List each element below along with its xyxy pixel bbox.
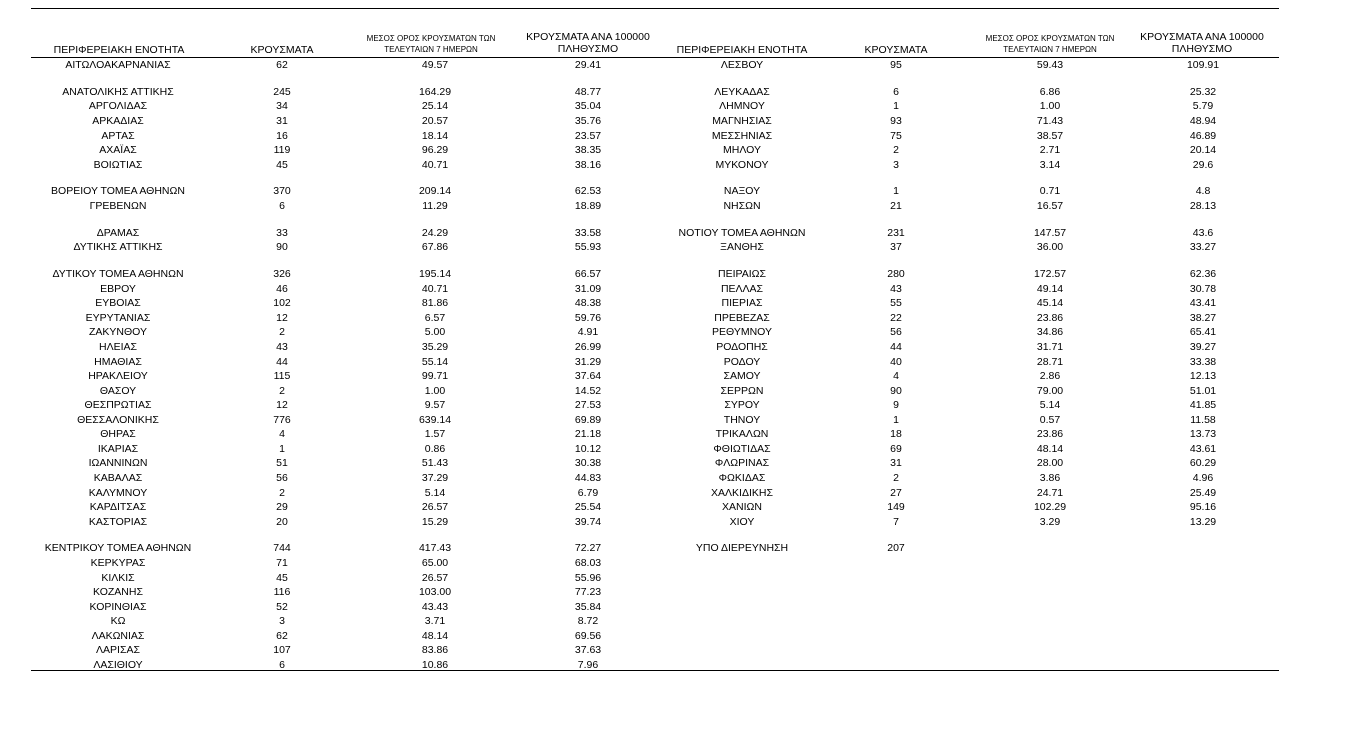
cell-per100k: 48.94 — [1189, 114, 1217, 127]
cell-avg7: 45.14 — [1036, 297, 1064, 310]
cell-cases: 43 — [276, 341, 288, 353]
cell-region: ΧΙΟΥ — [729, 515, 755, 528]
cell-per100k: 30.38 — [574, 457, 602, 470]
cell-avg7: 5.00 — [424, 326, 446, 339]
cell-region: ΕΥΒΟΙΑΣ — [95, 297, 141, 310]
cell-avg7: 5.14 — [1039, 399, 1061, 412]
cell-region: ΛΕΣΒΟΥ — [720, 59, 764, 71]
cell-avg7: 5.14 — [424, 486, 446, 499]
cell-per100k: 38.16 — [574, 158, 602, 171]
cell-per100k: 43.61 — [1189, 442, 1217, 455]
cell-cases: 326 — [273, 268, 291, 281]
cell-region: ΚΟΡΙΝΘΙΑΣ — [89, 600, 147, 613]
cell-avg7: 9.57 — [424, 399, 446, 412]
cell-avg7: 31.71 — [1036, 341, 1064, 353]
cell-cases: 31 — [276, 114, 288, 127]
cell-per100k: 48.38 — [574, 297, 602, 310]
cell-per100k: 28.13 — [1189, 200, 1217, 212]
cell-per100k: 33.27 — [1189, 241, 1217, 254]
cell-per100k: 30.78 — [1189, 282, 1217, 295]
cell-avg7: 18.14 — [421, 129, 449, 142]
cell-avg7: 164.29 — [418, 85, 452, 98]
cell-avg7: 24.29 — [421, 226, 449, 239]
cell-cases: 90 — [276, 241, 288, 254]
cell-region: ΒΟΡΕΙΟΥ ΤΟΜΕΑ ΑΘΗΝΩΝ — [51, 185, 185, 198]
header-region-right: ΠΕΡΙΦΕΡΕΙΑΚΗ ΕΝΟΤΗΤΑ — [676, 44, 808, 56]
cell-avg7: 1.00 — [424, 384, 446, 397]
cell-region: ΑΡΤΑΣ — [101, 129, 135, 142]
cell-cases: 44 — [890, 341, 902, 353]
cell-cases: 3 — [893, 158, 899, 171]
cell-region: ΜΗΛΟΥ — [723, 144, 761, 157]
cell-per100k — [1168, 541, 1238, 556]
cell-avg7: 2.71 — [1039, 144, 1061, 157]
cell-per100k: 43.6 — [1192, 226, 1214, 239]
cell-region: ΔΥΤΙΚΟΥ ΤΟΜΕΑ ΑΘΗΝΩΝ — [52, 268, 184, 281]
cell-per100k: 38.35 — [574, 144, 602, 157]
cell-avg7: 3.86 — [1039, 471, 1061, 484]
cell-region: ΦΘΙΩΤΙΔΑΣ — [713, 442, 771, 455]
cell-per100k: 35.76 — [574, 114, 602, 127]
cell-cases: 2 — [279, 486, 285, 499]
cell-region: ΛΑΡΙΣΑΣ — [96, 644, 140, 657]
header-per100k-right: ΚΡΟΥΣΜΑΤΑ ΑΝΑ 100000 ΠΛΗΘΥΣΜΟ — [1140, 31, 1264, 55]
cell-avg7: 28.71 — [1036, 355, 1064, 368]
cell-region: ΚΑΣΤΟΡΙΑΣ — [88, 515, 148, 528]
cell-cases: 69 — [890, 442, 902, 455]
cell-cases: 40 — [890, 355, 902, 368]
cell-per100k: 12.13 — [1189, 370, 1217, 383]
cell-cases: 20 — [276, 515, 288, 528]
cell-region: ΠΕΙΡΑΙΩΣ — [718, 268, 766, 281]
cell-cases: 6 — [893, 85, 899, 98]
cell-avg7: 0.86 — [424, 442, 446, 455]
cell-avg7: 16.57 — [1036, 200, 1064, 212]
cell-region: ΘΕΣΠΡΩΤΙΑΣ — [84, 399, 152, 412]
cell-avg7: 55.14 — [421, 355, 449, 368]
cell-per100k: 62.36 — [1189, 268, 1217, 281]
cell-per100k: 41.85 — [1189, 399, 1217, 412]
cell-cases: 1 — [893, 413, 899, 426]
cell-per100k: 5.79 — [1192, 100, 1214, 113]
cell-per100k: 46.89 — [1189, 129, 1217, 142]
cell-per100k: 109.91 — [1186, 59, 1220, 71]
cell-avg7: 102.29 — [1033, 501, 1067, 514]
cell-cases: 51 — [276, 457, 288, 470]
cell-region: ΕΥΡΥΤΑΝΙΑΣ — [85, 311, 151, 324]
cell-avg7: 83.86 — [421, 644, 449, 657]
cell-cases: 744 — [273, 542, 291, 555]
cell-avg7: 10.86 — [421, 658, 449, 671]
cell-region: ΤΗΝΟΥ — [723, 413, 761, 426]
cell-cases: 370 — [273, 185, 291, 198]
table-bottom-rule — [31, 670, 1279, 671]
cell-region: ΔΥΤΙΚΗΣ ΑΤΤΙΚΗΣ — [73, 241, 163, 254]
cell-cases: 231 — [887, 226, 905, 239]
cell-region: ΧΑΛΚΙΔΙΚΗΣ — [711, 486, 773, 499]
cell-region: ΚΑΒΑΛΑΣ — [93, 471, 143, 484]
cell-avg7: 34.86 — [1036, 326, 1064, 339]
cell-per100k: 60.29 — [1189, 457, 1217, 470]
cell-region: ΗΛΕΙΑΣ — [98, 341, 137, 353]
cell-cases: 115 — [273, 370, 291, 383]
cell-cases: 6 — [279, 200, 285, 212]
header-cases-right: ΚΡΟΥΣΜΑΤΑ — [864, 44, 928, 56]
cell-avg7: 26.57 — [421, 501, 449, 514]
cell-region: ΝΑΞΟΥ — [723, 185, 761, 198]
cell-avg7: 6.57 — [424, 311, 446, 324]
cell-region: ΗΜΑΘΙΑΣ — [94, 355, 142, 368]
cell-avg7: 67.86 — [421, 241, 449, 254]
cell-avg7: 48.14 — [421, 629, 449, 642]
cell-region: ΔΡΑΜΑΣ — [96, 226, 140, 239]
cell-per100k: 20.14 — [1189, 144, 1217, 157]
cell-per100k: 14.52 — [574, 384, 602, 397]
cell-region: ΓΡΕΒΕΝΩΝ — [89, 200, 147, 212]
cell-cases: 43 — [890, 282, 902, 295]
cell-avg7: 28.00 — [1036, 457, 1064, 470]
cell-region: ΘΕΣΣΑΛΟΝΙΚΗΣ — [77, 413, 159, 426]
cell-per100k: 37.64 — [574, 370, 602, 383]
cell-region: ΠΕΛΛΑΣ — [720, 282, 764, 295]
cell-avg7: 23.86 — [1036, 428, 1064, 441]
cell-cases: 6 — [279, 658, 285, 671]
cell-cases: 33 — [276, 226, 288, 239]
cell-per100k: 27.53 — [574, 399, 602, 412]
cell-per100k: 72.27 — [574, 542, 602, 555]
cell-avg7 — [1015, 541, 1085, 556]
cell-avg7: 59.43 — [1036, 59, 1064, 71]
cell-region: ΘΗΡΑΣ — [100, 428, 136, 441]
cell-per100k: 4.91 — [577, 326, 599, 339]
cell-avg7: 11.29 — [422, 200, 448, 212]
cell-avg7: 417.43 — [418, 542, 452, 555]
cell-per100k: 10.12 — [574, 442, 602, 455]
cell-region: ΧΑΝΙΩΝ — [722, 501, 762, 514]
cell-per100k: 33.38 — [1189, 355, 1217, 368]
cell-cases: 21 — [890, 200, 902, 212]
cell-region: ΣΑΜΟΥ — [723, 370, 761, 383]
cell-avg7: 103.00 — [418, 586, 452, 599]
cell-avg7: 99.71 — [421, 370, 449, 383]
cell-region: ΡΟΔΟΠΗΣ — [716, 341, 768, 353]
cell-cases: 280 — [887, 268, 905, 281]
table-top-rule — [31, 8, 1279, 9]
cell-region: ΝΟΤΙΟΥ ΤΟΜΕΑ ΑΘΗΝΩΝ — [678, 226, 806, 239]
header-per100k-left: ΚΡΟΥΣΜΑΤΑ ΑΝΑ 100000 ΠΛΗΘΥΣΜΟ — [526, 31, 650, 55]
cell-per100k: 33.58 — [574, 226, 602, 239]
cell-per100k: 31.09 — [574, 282, 602, 295]
cell-avg7: 25.14 — [421, 100, 449, 113]
cell-region: ΛΕΥΚΑΔΑΣ — [714, 85, 770, 98]
cell-avg7: 195.14 — [418, 268, 452, 281]
cell-region: ΛΗΜΝΟΥ — [719, 100, 765, 113]
cell-cases: 149 — [887, 501, 905, 514]
cell-cases: 56 — [890, 326, 902, 339]
cell-cases: 31 — [890, 457, 902, 470]
cell-avg7: 40.71 — [421, 282, 449, 295]
cell-per100k: 37.63 — [574, 644, 602, 657]
cell-avg7: 639.14 — [418, 413, 452, 426]
cell-cases: 95 — [890, 59, 902, 71]
cell-per100k: 62.53 — [574, 185, 602, 198]
cell-per100k: 77.23 — [574, 586, 602, 599]
cell-per100k: 69.89 — [574, 413, 602, 426]
cell-cases: 44 — [276, 355, 288, 368]
cell-avg7: 0.57 — [1039, 413, 1061, 426]
cell-cases: 12 — [276, 399, 288, 412]
cell-per100k: 51.01 — [1189, 384, 1217, 397]
cell-cases: 27 — [890, 486, 902, 499]
cell-avg7: 71.43 — [1036, 114, 1064, 127]
cell-cases: 1 — [893, 185, 899, 198]
cell-region: ΚΕΡΚΥΡΑΣ — [90, 557, 146, 569]
cell-per100k: 69.56 — [574, 629, 602, 642]
cell-cases: 93 — [890, 114, 902, 127]
cell-per100k: 11.58 — [1190, 413, 1216, 426]
cell-per100k: 95.16 — [1189, 501, 1217, 514]
cell-cases: 2 — [279, 384, 285, 397]
cell-region: ΙΚΑΡΙΑΣ — [97, 442, 139, 455]
cell-region: ΑΧΑΪΑΣ — [99, 144, 137, 157]
cell-region: ΤΡΙΚΑΛΩΝ — [715, 428, 769, 441]
cell-cases: 56 — [276, 471, 288, 484]
cell-avg7: 49.57 — [421, 59, 449, 71]
header-cases-left: ΚΡΟΥΣΜΑΤΑ — [250, 44, 314, 56]
cell-cases: 3 — [279, 615, 285, 628]
cell-region: ΠΙΕΡΙΑΣ — [721, 297, 763, 310]
header-avg7-left: ΜΕΣΟΣ ΟΡΟΣ ΚΡΟΥΣΜΑΤΩΝ ΤΩΝ ΤΕΛΕΥΤΑΙΩΝ 7 ΗΜΕΡΩΝ — [366, 34, 496, 54]
cell-per100k: 68.03 — [574, 557, 602, 569]
cell-cases: 52 — [276, 600, 288, 613]
cell-per100k: 59.76 — [574, 311, 602, 324]
cell-region: ΑΡΓΟΛΙΔΑΣ — [88, 100, 148, 113]
cell-avg7: 209.14 — [418, 185, 452, 198]
cell-per100k: 29.6 — [1192, 158, 1214, 171]
cell-cases: 245 — [273, 85, 291, 98]
cell-per100k: 4.96 — [1192, 471, 1214, 484]
cell-avg7: 20.57 — [421, 114, 449, 127]
cell-per100k: 35.84 — [574, 600, 602, 613]
cell-avg7: 40.71 — [421, 158, 449, 171]
cell-cases: 4 — [279, 428, 285, 441]
cell-avg7: 65.00 — [421, 557, 449, 569]
cell-cases: 75 — [890, 129, 902, 142]
cell-per100k: 66.57 — [574, 268, 602, 281]
cell-avg7: 38.57 — [1036, 129, 1064, 142]
cell-per100k: 6.79 — [577, 486, 599, 499]
cell-per100k: 23.57 — [574, 129, 602, 142]
cell-cases: 90 — [890, 384, 902, 397]
cell-region: ΜΑΓΝΗΣΙΑΣ — [712, 114, 772, 127]
cell-avg7: 49.14 — [1036, 282, 1064, 295]
cell-region: ΛΑΚΩΝΙΑΣ — [91, 629, 145, 642]
cell-region: ΑΡΚΑΔΙΑΣ — [92, 114, 144, 127]
cell-avg7: 2.86 — [1039, 370, 1061, 383]
cell-region: ΚΩ — [110, 615, 126, 628]
cell-cases: 62 — [276, 629, 288, 642]
cell-avg7: 37.29 — [421, 471, 449, 484]
cell-avg7: 79.00 — [1036, 384, 1064, 397]
cell-per100k: 35.04 — [574, 100, 602, 113]
cell-per100k: 44.83 — [574, 471, 602, 484]
cell-region: ΞΑΝΘΗΣ — [720, 241, 764, 254]
cell-per100k: 18.89 — [574, 200, 602, 212]
cell-region: ΚΙΛΚΙΣ — [101, 571, 135, 584]
cell-avg7: 96.29 — [421, 144, 449, 157]
cell-cases: 7 — [893, 515, 899, 528]
cell-per100k: 25.32 — [1189, 85, 1217, 98]
cell-cases: 46 — [276, 282, 288, 295]
cell-per100k: 55.93 — [574, 241, 602, 254]
cell-cases: 102 — [273, 297, 291, 310]
cell-per100k: 31.29 — [574, 355, 602, 368]
cell-cases: 119 — [273, 144, 291, 157]
cell-region: ΦΩΚΙΔΑΣ — [718, 471, 766, 484]
cell-region: ΘΑΣΟΥ — [99, 384, 137, 397]
cell-per100k: 21.18 — [574, 428, 602, 441]
cell-avg7: 15.29 — [421, 515, 449, 528]
cell-region: ΥΠΟ ΔΙΕΡΕΥΝΗΣΗ — [695, 542, 789, 555]
cell-avg7: 23.86 — [1036, 311, 1064, 324]
cell-avg7: 51.43 — [421, 457, 449, 470]
cell-per100k: 65.41 — [1189, 326, 1217, 339]
cell-avg7: 48.14 — [1036, 442, 1064, 455]
cell-per100k: 29.41 — [574, 59, 602, 71]
cell-cases: 207 — [887, 542, 905, 555]
cell-avg7: 3.14 — [1039, 158, 1061, 171]
cell-per100k: 48.77 — [574, 85, 602, 98]
cell-cases: 18 — [890, 428, 902, 441]
cell-cases: 107 — [273, 644, 291, 657]
cell-region: ΑΝΑΤΟΛΙΚΗΣ ΑΤΤΙΚΗΣ — [62, 85, 174, 98]
cell-per100k: 26.99 — [574, 341, 602, 353]
cell-region: ΦΛΩΡΙΝΑΣ — [714, 457, 770, 470]
cell-avg7: 35.29 — [421, 341, 449, 353]
cell-region: ΚΑΡΔΙΤΣΑΣ — [89, 501, 147, 514]
cell-avg7: 6.86 — [1039, 85, 1061, 98]
cell-region: ΛΑΣΙΘΙΟΥ — [93, 658, 143, 671]
cell-region: ΜΕΣΣΗΝΙΑΣ — [711, 129, 773, 142]
cell-avg7: 43.43 — [421, 600, 449, 613]
cell-cases: 776 — [273, 413, 291, 426]
cell-region: ΙΩΑΝΝΙΝΩΝ — [88, 457, 148, 470]
cell-avg7: 172.57 — [1033, 268, 1067, 281]
cell-per100k: 8.72 — [577, 615, 599, 628]
cell-region: ΗΡΑΚΛΕΙΟΥ — [88, 370, 148, 383]
cell-cases: 4 — [893, 370, 899, 383]
cell-per100k: 7.96 — [577, 658, 599, 671]
cell-region: ΚΑΛΥΜΝΟΥ — [88, 486, 148, 499]
cell-cases: 29 — [276, 501, 288, 514]
header-avg7-right: ΜΕΣΟΣ ΟΡΟΣ ΚΡΟΥΣΜΑΤΩΝ ΤΩΝ ΤΕΛΕΥΤΑΙΩΝ 7 ΗΜΕΡΩΝ — [985, 34, 1115, 54]
cell-per100k: 43.41 — [1189, 297, 1217, 310]
cell-cases: 16 — [276, 129, 288, 142]
cell-cases: 62 — [276, 59, 288, 71]
cell-cases: 9 — [893, 399, 899, 412]
cell-avg7: 1.57 — [424, 428, 446, 441]
cell-region: ΡΟΔΟΥ — [723, 355, 761, 368]
cell-avg7: 26.57 — [421, 571, 449, 584]
cell-cases: 22 — [890, 311, 902, 324]
cell-region: ΝΗΣΩΝ — [723, 200, 761, 212]
cell-region: ΚΕΝΤΡΙΚΟΥ ΤΟΜΕΑ ΑΘΗΝΩΝ — [44, 542, 192, 555]
cell-region: ΣΕΡΡΩΝ — [720, 384, 764, 397]
cell-cases: 34 — [276, 100, 288, 113]
cell-cases: 2 — [893, 471, 899, 484]
cell-region: ΠΡΕΒΕΖΑΣ — [714, 311, 770, 324]
cell-per100k: 13.73 — [1189, 428, 1217, 441]
cell-cases: 55 — [890, 297, 902, 310]
cell-region: ΡΕΘΥΜΝΟΥ — [711, 326, 772, 339]
cell-per100k: 39.27 — [1189, 341, 1217, 353]
table-header-rule — [31, 57, 1279, 58]
cell-per100k: 55.96 — [574, 571, 602, 584]
cell-avg7: 24.71 — [1036, 486, 1064, 499]
cell-cases: 45 — [276, 158, 288, 171]
cell-avg7: 147.57 — [1033, 226, 1067, 239]
cell-avg7: 81.86 — [421, 297, 449, 310]
cell-per100k: 13.29 — [1189, 515, 1217, 528]
cell-region: ΖΑΚΥΝΘΟΥ — [88, 326, 147, 339]
cell-cases: 1 — [893, 100, 899, 113]
cell-region: ΒΟΙΩΤΙΑΣ — [93, 158, 143, 171]
cell-cases: 71 — [276, 557, 288, 569]
cell-cases: 2 — [893, 144, 899, 157]
cell-cases: 116 — [273, 586, 291, 599]
cell-cases: 45 — [276, 571, 288, 584]
cell-cases: 1 — [279, 442, 285, 455]
cell-per100k: 25.54 — [574, 501, 602, 514]
cell-region: ΕΒΡΟΥ — [100, 282, 136, 295]
cell-per100k: 38.27 — [1189, 311, 1217, 324]
cell-avg7: 0.71 — [1039, 185, 1061, 198]
cell-per100k: 25.49 — [1189, 486, 1217, 499]
cell-per100k: 4.8 — [1195, 185, 1211, 198]
cell-avg7: 3.29 — [1039, 515, 1061, 528]
cell-region: ΚΟΖΑΝΗΣ — [93, 586, 143, 599]
cell-avg7: 36.00 — [1036, 241, 1064, 254]
cell-cases: 2 — [279, 326, 285, 339]
cell-avg7: 1.00 — [1039, 100, 1061, 113]
cell-per100k: 39.74 — [574, 515, 602, 528]
cell-region: ΣΥΡΟΥ — [724, 399, 760, 412]
cell-region: ΑΙΤΩΛΟΑΚΑΡΝΑΝΙΑΣ — [65, 59, 171, 71]
header-region-left: ΠΕΡΙΦΕΡΕΙΑΚΗ ΕΝΟΤΗΤΑ — [53, 44, 185, 56]
cell-region: ΜΥΚΟΝΟΥ — [715, 158, 769, 171]
cell-cases: 12 — [276, 311, 288, 324]
cell-avg7: 3.71 — [424, 615, 446, 628]
cell-cases: 37 — [890, 241, 902, 254]
